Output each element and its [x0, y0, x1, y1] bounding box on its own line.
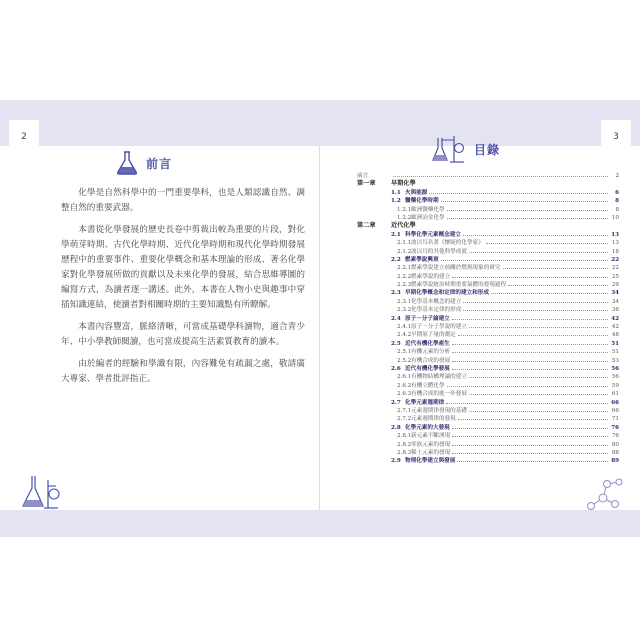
toc-leader: [469, 327, 608, 328]
toc-entry-title: 原子－分子學說的建立: [411, 324, 467, 331]
toc-number: 2.9: [391, 458, 401, 465]
preface-body: [61, 186, 305, 394]
preface-paragraph: 由於編者的經驗和學識有限，內容難免有疏漏之處，敬請廣大專家、學者批評指正。: [61, 359, 305, 384]
top-band: [0, 100, 640, 146]
toc-entry-title: 化學元素的大發現: [405, 424, 450, 431]
toc-leader: [508, 285, 608, 286]
toc-leader: [469, 394, 608, 395]
toc-page-number: 51: [611, 349, 619, 356]
toc-row: [357, 424, 619, 432]
toc-entry-title: 早期化學: [391, 180, 416, 188]
toc-entry-title: 化學基本概念的建立: [411, 298, 462, 305]
toc-page-number: 61: [611, 391, 619, 398]
toc-page-number: 80: [611, 441, 619, 448]
toc-leader: [491, 293, 608, 294]
toc-leader: [463, 302, 608, 303]
toc-number: 1.2.2: [397, 214, 412, 221]
toc-page-number: 66: [611, 399, 619, 406]
toc-row: [357, 180, 619, 188]
bottom-band: [0, 510, 640, 537]
toc-entry-title: 波以耳名著《懷疑的化學家》: [411, 240, 484, 247]
toc-row: [357, 256, 619, 264]
toc-entry-title: 歐洲冶金化學: [411, 214, 445, 221]
toc-row: [357, 273, 619, 281]
preface-heading: [116, 150, 172, 176]
toc-row: [357, 281, 619, 289]
toc-row: [357, 231, 619, 239]
toc-leader: [452, 428, 608, 429]
toc-page-number: 56: [611, 374, 619, 381]
molecule-icon: [583, 476, 627, 516]
toc-page-number: 42: [611, 324, 619, 331]
toc-number: 2.7.1: [397, 407, 412, 414]
toc-entry-title: 燃素學說興衰: [405, 256, 439, 263]
toc-row: [357, 197, 619, 205]
toc-row: [357, 373, 619, 381]
toc-number: 2.5.1: [397, 349, 412, 356]
toc-page-number: 29: [611, 282, 619, 289]
toc-leader: [441, 201, 608, 202]
toc-title: 目錄: [474, 142, 501, 157]
toc-leader: [446, 403, 608, 404]
toc-entry-title: 化學元素週期律: [405, 399, 445, 406]
toc-entry-title: 燃素學說的建立: [411, 273, 451, 280]
toc-leader: [486, 243, 608, 244]
toc-page-number: 8: [615, 198, 619, 205]
toc-entry-title: 醫藥化學時期: [405, 198, 439, 205]
toc-number: 2.5: [391, 340, 401, 347]
toc-row: [357, 365, 619, 373]
toc-number: 2.4.2: [397, 332, 412, 339]
toc-row: [357, 298, 619, 306]
toc-entry-title: 化學基本定律的形成: [411, 307, 462, 314]
toc-leader: [452, 344, 608, 345]
toc-row: [357, 449, 619, 457]
toc-leader: [452, 319, 608, 320]
toc-entry-title: 元素週期律發現的基礎: [411, 407, 467, 414]
toc-number: 2.3.2: [397, 307, 412, 314]
toc-page-number: 59: [611, 382, 619, 389]
toc-row: [357, 315, 619, 323]
preface-title: 前言: [146, 156, 173, 171]
toc-number: 2.3.1: [397, 298, 412, 305]
flask-icon: [116, 150, 138, 176]
toc-row: [357, 222, 619, 230]
toc-number: 2.6.2: [397, 382, 412, 389]
toc-row: [357, 357, 619, 365]
toc-entry-title: 科學化學元素概念建立: [405, 231, 461, 238]
toc-page-number: 13: [611, 231, 619, 238]
toc-leader: [441, 260, 608, 261]
toc-entry-title: 早期原子量的測定: [411, 332, 456, 339]
toc-leader: [393, 176, 608, 177]
toc-row: [357, 348, 619, 356]
toc-page-number: 25: [611, 273, 619, 280]
toc-row: [357, 441, 619, 449]
toc-page-number: 34: [611, 298, 619, 305]
toc-page-number: 6: [615, 189, 619, 196]
toc-page-number: 18: [611, 248, 619, 255]
toc-number: 2.4.1: [397, 324, 412, 331]
toc-number: 2.1.1: [397, 240, 412, 247]
toc-row: [357, 206, 619, 214]
toc-number: 1.2: [391, 198, 401, 205]
toc-entry-title: 有機合成的發展: [411, 357, 451, 364]
toc-row: [357, 331, 619, 339]
toc-page-number: 10: [611, 214, 619, 221]
toc-leader: [429, 193, 608, 194]
toc-entry-title: 近代化學: [391, 222, 416, 230]
toc-number: 2.5.2: [397, 357, 412, 364]
toc-number: 2.8.1: [397, 433, 412, 440]
toc-number: 2.8.2: [397, 441, 412, 448]
toc-row: [357, 407, 619, 415]
toc-number: 2.2: [391, 256, 401, 263]
toc-number: 2.1.2: [397, 248, 412, 255]
toc-number: 2.1: [391, 231, 401, 238]
toc-number: 2.4: [391, 315, 401, 322]
toc-page-number: 51: [611, 340, 619, 347]
toc-row: [357, 239, 619, 247]
toc-number: 2.6: [391, 365, 401, 372]
toc-entry-title: 元素週期律的發現: [411, 416, 456, 423]
toc-number: 1.1: [391, 189, 401, 196]
toc-leader: [458, 419, 608, 420]
preface-paragraph: 化學是自然科學中的一門重要學科，也是人類認識自然、調整自然的重要武器。: [61, 188, 305, 213]
toc-leader: [503, 268, 608, 269]
toc-number: 2.3: [391, 290, 401, 297]
lab-apparatus-icon: [18, 472, 64, 512]
toc-page-number: 22: [611, 256, 619, 263]
toc-entry-title: 火與能源: [405, 189, 428, 196]
toc-entry-title: 零族元素的發現: [411, 441, 451, 448]
toc-row: [357, 390, 619, 398]
toc-leader: [458, 335, 608, 336]
toc-entry-title: 早期化學概念和定律的建立和形成: [405, 290, 489, 297]
book-spread: [0, 100, 640, 537]
toc-page-number: 89: [611, 458, 619, 465]
toc-leader: [469, 377, 608, 378]
toc-number: 2.2.2: [397, 273, 412, 280]
preface-paragraph: 本書從化學發展的歷史長卷中剪裁出較為重要的片段，對化學萌芽時期、古代化學時期、近代化學時期和現代化學時期發展歷程中的重要事件、重要化學概念和基本理論的形成、著名化學家對化學發展所做的貢獻以及未來化學的發展，結合思維導圖的編寫方式，為讀者逐一講述。此外，本書在人物小史與趣事中穿插知識連結，使讀者對相關時期的主要知識點有所瞭解。: [61, 225, 305, 310]
toc-entry-title: 有機元素的分析: [411, 349, 451, 356]
preface-paragraph: 本書內容豐富，脈絡清晰，可當成基礎學科讀物，適合青少年、中小學教師閱讀，也可當成提高生活素質教育的讀本。: [61, 322, 305, 347]
toc-leader: [452, 361, 608, 362]
toc-entry-title: 物理化學建立與發展: [405, 458, 456, 465]
toc-entry-title: 有機合成的進一步發展: [411, 391, 467, 398]
toc-leader: [457, 461, 608, 462]
toc-number: 第二章: [357, 222, 376, 230]
toc-row: [357, 340, 619, 348]
toc-entry-title: 歐洲醫藥化學: [411, 206, 445, 213]
toc-page-number: 53: [611, 357, 619, 364]
toc-row: [357, 189, 619, 197]
toc-leader: [452, 436, 608, 437]
toc-leader: [463, 310, 608, 311]
toc-entry-title: 新元素不斷湧現: [411, 433, 451, 440]
toc-page-number: 42: [611, 315, 619, 322]
toc-entry-title: 有機物結構理論的建立: [411, 374, 467, 381]
toc-number: 2.6.1: [397, 374, 412, 381]
toc-leader: [469, 411, 608, 412]
toc-row: [357, 264, 619, 272]
toc-row: [357, 248, 619, 256]
toc-entry-title: 近代有機化學發展: [405, 365, 450, 372]
toc-row: [357, 432, 619, 440]
left-page-number: 2: [9, 120, 39, 154]
lab-apparatus-icon: [432, 134, 466, 164]
table-of-contents: [357, 172, 619, 466]
toc-page-number: 8: [615, 206, 619, 213]
toc-page-number: 2: [615, 173, 619, 179]
toc-leader: [452, 277, 608, 278]
toc-page-number: 22: [611, 265, 619, 272]
toc-number: 2.8.3: [397, 449, 412, 456]
toc-row: [357, 399, 619, 407]
toc-row: [357, 289, 619, 297]
toc-number: 2.7.2: [397, 416, 412, 423]
toc-entry-title: 有機立體化學: [411, 382, 445, 389]
toc-entry-title: 波以耳的其他科學成就: [411, 248, 467, 255]
toc-row: [357, 457, 619, 465]
toc-page-number: 71: [611, 416, 619, 423]
toc-row: [357, 306, 619, 314]
toc-page-number: 88: [611, 449, 619, 456]
toc-entry-title: 稀土元素的發現: [411, 449, 451, 456]
toc-leader: [447, 386, 608, 387]
toc-leader: [452, 369, 608, 370]
toc-entry-title: 原子－分子論建立: [405, 315, 450, 322]
toc-page-number: 76: [611, 424, 619, 431]
toc-entry-title: 燃素學說建立前關於燃燒現象的研究: [411, 265, 501, 272]
toc-leader: [447, 218, 608, 219]
toc-heading: [432, 134, 500, 164]
toc-row: [357, 323, 619, 331]
toc-page-number: 36: [611, 307, 619, 314]
toc-number: 2.2.3: [397, 282, 412, 289]
toc-page-number: 13: [611, 240, 619, 247]
toc-number: 2.8: [391, 424, 401, 431]
toc-number: 1.2.1: [397, 206, 412, 213]
toc-leader: [447, 210, 608, 211]
toc-leader: [452, 453, 608, 454]
toc-leader: [463, 235, 608, 236]
toc-entry-title: 燃素學說統治時期重要氣體的發現過程: [411, 282, 507, 289]
toc-page-number: 76: [611, 433, 619, 440]
toc-number: 前言: [357, 173, 369, 179]
toc-leader: [452, 445, 608, 446]
toc-row: [357, 415, 619, 423]
toc-number: 2.7: [391, 399, 401, 406]
toc-page-number: 48: [611, 332, 619, 339]
toc-entry-title: 近代有機化學產生: [405, 340, 450, 347]
toc-page-number: 34: [611, 290, 619, 297]
toc-leader: [469, 252, 608, 253]
toc-page-number: 56: [611, 365, 619, 372]
right-page-number: 3: [601, 120, 631, 154]
toc-number: 2.2.1: [397, 265, 412, 272]
page-gutter: [319, 146, 320, 510]
toc-row: [357, 382, 619, 390]
toc-leader: [452, 352, 608, 353]
toc-number: 第一章: [357, 180, 376, 188]
toc-number: 2.6.3: [397, 391, 412, 398]
toc-page-number: 66: [611, 407, 619, 414]
